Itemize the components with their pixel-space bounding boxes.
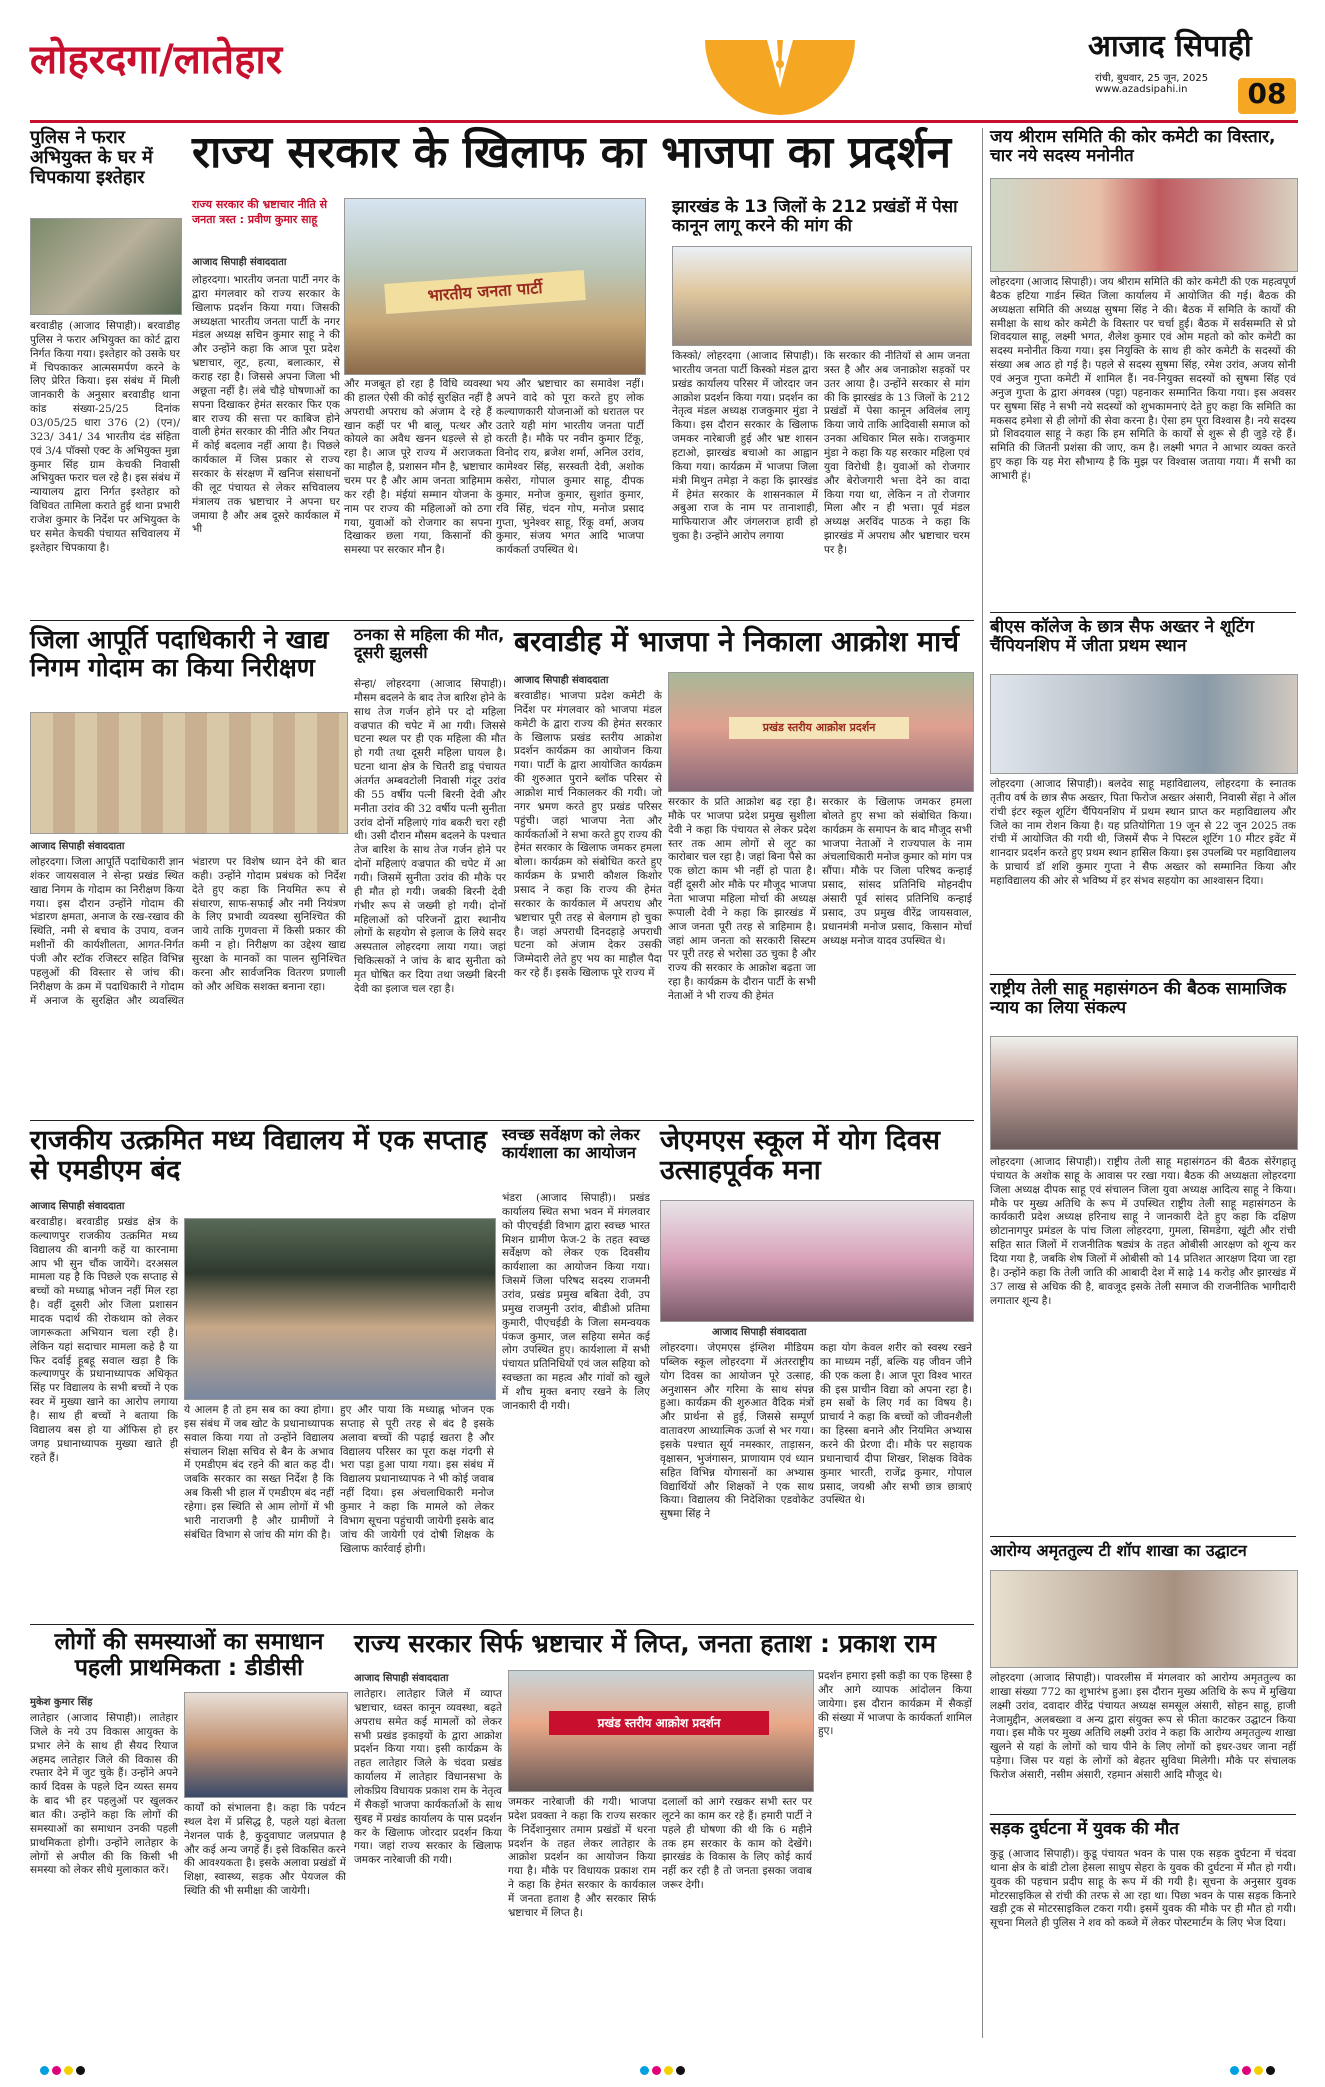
- story-corruption: [354, 1630, 974, 2040]
- jharkhand-photo: [672, 246, 972, 346]
- section-title: लोहरदगा/लातेहार: [30, 37, 283, 83]
- rule-top: [990, 974, 1296, 975]
- story-police: [30, 128, 182, 616]
- byline: आजाद सिपाही संवाददाता: [30, 841, 125, 852]
- story-body-col1: किस्को/ लोहरदगा (आजाद सिपाही)। भारतीय जनता पार्टी किस्को मंडल द्वारा प्रखंड कार्यालय परिसर में जोरदार जन आक्रोश प्रदर्शन किया गया। प्रदर्शन का नेतृत्व मंडल अध्यक्ष राजकुमार मुंडा ने किया। इस दौरान सरकार के खिलाफ जमकर नारेबाजी हुई और भ्रष्ट शासन हटाओ, झारखंड बचाओ का आह्वान किया गया। कार्यक्रम में भाजपा जिला मंत्री मिथुन तमेड़ा ने कहा कि झारखंड में हेमंत सरकार के शासनकाल में अबुआ राज के नाम पर तानाशाही, माफियाराज और जंगलराज हावी हो चुका है। उन्होंने आरोप लगाया: [672, 350, 818, 543]
- right-column-rule: [982, 128, 983, 2038]
- byline: आजाद सिपाही संवाददाता: [514, 675, 609, 686]
- headline: आरोग्य अमृततुल्य टी शॉप शाखा का उद्घाटन: [990, 1541, 1247, 1560]
- story-body: लोहरदगा (आजाद सिपाही)। जय श्रीराम समिति की कोर कमेटी की एक महत्वपूर्ण बैठक हटिया गार्डन स्थित जिला कार्यालय में आयोजित की गई। बैठक की अध्यक्षता समिति की अध्यक्ष सुषमा सिंह ने की। बैठक में समिति के कार्यों की समीक्षा के साथ कोर कमेटी के विस्तार पर चर्चा हुई। बैठक में सर्वसम्मति से प्रो शिवदयाल साहू, लक्ष्मी भगत, शैलेश कुमार एवं ओम महतो को कोर कमेटी का सदस्य मनोनीत किया गया। इस नियुक्ति के साथ ही कोर कमेटी के सदस्यों की संख्या अब आठ हो गई है। पहले से सदस्य सुषमा सिंह, रमेश उरांव, अजय सोनी एवं अनुज गुप्ता कमेटी में शामिल हैं। नव-नियुक्त सदस्यों को सुषमा सिंह एवं अनुज गुप्ता के द्वारा अंगवस्त्र (पट्टा) पहनाकर सम्मानित किया गया। इस अवसर पर सुषमा सिंह ने सभी नये सदस्यों को शुभकामनाएं देते हुए कहा कि समिति का मकसद हमेशा से ही लोगों की सेवा करना है। ऐसा हम पूरा विश्वास है। नये सदस्य प्रो शिवदयाल साहू ने कहा कि हम समिति के कार्यों से शुरू से ही जुड़े रहे हैं। समिति की जितनी प्रशंसा की जाए, कम है। लक्ष्मी भगत ने आभार व्यक्त करते हुए कहा कि यह मेरा सौभाग्य है कि मुझ पर विश्वास जताया गया। मैं सभी का आभारी हूं।: [990, 276, 1296, 483]
- story-accident: [990, 1814, 1298, 2040]
- story-jharkhand: [672, 198, 972, 616]
- pull-quote: राज्य सरकार की भ्रष्टाचार नीति से जनता त्रस्त : प्रवीण कुमार साहू: [192, 198, 328, 226]
- story-body-col2: जमकर नारेबाजी की गयी। भाजपा प्रदेश प्रवक्ता ने कहा कि राज्य सरकार के निर्देशानुसार तमाम प्रखंडों में धरना प्रदर्शन के तहत लेकर लातेहार के आक्रोश प्रदर्शन का आयोजन किया गया है। मौके पर विधायक प्रकाश राम ने कहा कि हेमंत सरकार के कार्यकाल में जनता हताश है और सरकार सिर्फ भ्रष्टाचार में लिप्त है।: [508, 1796, 656, 1919]
- row3-rule: [30, 1120, 974, 1121]
- story-lightning: [354, 626, 508, 1116]
- masthead: [0, 0, 1325, 118]
- teli-photo: [990, 1036, 1298, 1150]
- story-body: लोहरदगा (आजाद सिपाही)। राष्ट्रीय तेली साहू महासंगठन की बैठक सेरेंगहातू पंचायत के अशोक साहू के आवास पर रखा गया। बैठक की अध्यक्षता लोहरदगा जिला अध्यक्ष दीपक साहू एवं संचालन जिला युवा अध्यक्ष आदित्य साहू ने किया। मौके पर मुख्य अतिथि के रूप में उपस्थित राष्ट्रीय तेली साहू महासंगठन के कार्यकारी प्रदेश अध्यक्ष हरिनाथ साहू ने जानकारी देते हुए कहा कि दक्षिण छोटानागपुर प्रमंडल के पांच जिला लोहरदगा, गुमला, सिमडेगा, खूंटी और रांची सहित सात जिलों में राजनीतिक षड्यंत्र के तहत ओबीसी आरक्षण को शून्य कर दिया गया है, जबकि शेष जिलों में ओबीसी को 14 प्रतिशत आरक्षण दिया जा रहा है। उन्होंने कहा कि तेली जाति की आबादी देश में साढ़े 14 करोड़ और झारखंड में 37 लाख से अधिक की है, बावजूद इसके तेली समाज की राजनीतिक भागीदारी लगातार शून्य है।: [990, 1156, 1296, 1307]
- story-body-col1: बरवाडीह। भाजपा प्रदेश कमेटी के निर्देश पर मंगलवार को भाजपा मंडल कमेटी के द्वारा राज्य की हेमंत सरकार के खिलाफ प्रखंड स्तरीय आक्रोश प्रदर्शन कार्यक्रम का आयोजन किया गया। पार्टी के द्वारा आयोजित कार्यक्रम की शुरुआत पुराने ब्लॉक परिसर से आक्रोश मार्च निकालकर की गयी। जो नगर भ्रमण करते हुए प्रखंड परिसर पहुंची। जहां भाजपा नेता और कार्यकर्ताओं ने सभा करते हुए राज्य की हेमंत सरकार के खिलाफ जमकर हमला बोला। कार्यक्रम को संबोधित करते हुए कार्यक्रम के प्रभारी कौशल किशोर प्रसाद ने कहा कि राज्य की हेमंत सरकार के कार्यकाल में अपराध और भ्रष्टाचार पूरी तरह से बेलगाम हो चुका है। जहां अपराधी दिनदहाड़े अपराधी घटना को अंजाम देकर उसकी जिम्मेदारी लेते हुए भय का माहौल पैदा कर रहे हैं। इसके खिलाफ पूरे राज्य में: [514, 690, 662, 980]
- story-body: लोहरदगा। जिला आपूर्ति पदाधिकारी ज्ञान शंकर जायसवाल ने सेन्हा प्रखंड स्थित खाद्य निगम के गोदाम का निरीक्षण किया गया। इस दौरान उन्होंने गोदाम की भंडारण क्षमता, अनाज के रख-रखाव की स्थिति, नमी से बचाव के उपाय, वजन मशीनों की कार्यशीलता, आगत-निर्गत पंजी और स्टॉक रजिस्टर सहित विभिन्न पहलुओं की विस्तार से जांच की। निरीक्षण के क्रम में पदाधिकारी ने गोदाम में अनाज के सुरक्षित और व्यवस्थित भंडारण पर विशेष ध्यान देने की बात कही। उन्होंने गोदाम प्रबंधक को निर्देश देते हुए कहा कि नियमित रूप से संधारण, साफ-सफाई और नमी नियंत्रण के लिए प्रभावी व्यवस्था सुनिश्चित की जाये ताकि गुणवत्ता में किसी प्रकार की कमी न हो। निरीक्षण का उद्देश्य खाद्य सुरक्षा के मानकों का पालन सुनिश्चित करना और सार्वजनिक वितरण प्रणाली को और अधिक सशक्त बनाना रहा।: [30, 856, 346, 1007]
- headline: ठनका से महिला की मौत, दूसरी झुलसी: [354, 625, 505, 662]
- barwadih-photo: [668, 672, 974, 792]
- story-body: लोहरदगा (आजाद सिपाही)। बलदेव साहू महाविद्यालय, लोहरदगा के स्नातक तृतीय वर्ष के छात्र सैफ अख्तर, पिता फिरोज अख्तर अंसारी, निवासी सेंहा ने ऑल रांची इंटर स्कूल शूटिंग चैंपियनशिप में प्रथम स्थान प्राप्त कर महाविद्यालय और जिले का नाम रोशन किया है। यह प्रतियोगिता 19 जून से 22 जून 2025 तक रांची में आयोजित की गयी थी, जिसमें सैफ ने पिस्टल शूटिंग 10 मीटर इवेंट में शानदार प्रदर्शन करते हुए प्रथम स्थान हासिल किया। इस उपलब्धि पर महाविद्यालय के प्राचार्य डॉ शशि कुमार गुप्ता ने सैफ अख्तर को सम्मानित किया और महाविद्यालय की ओर से भविष्य में हर संभव सहयोग का आश्वासन दिया।: [990, 778, 1296, 888]
- headline: राष्ट्रीय तेली साहू महासंगठन की बैठक सामाजिक न्याय का लिया संकल्प: [990, 979, 1287, 1019]
- school-photo: [184, 1218, 496, 1400]
- headline: सड़क दुर्घटना में युवक की मौत: [990, 1819, 1179, 1839]
- story-body-col1: लातेहार। लातेहार जिले में व्याप्त भ्रष्टाचार, ध्वस्त कानून व्यवस्था, बढ़ते अपराध समेत कई मामलों को लेकर सभी प्रखंड इकाइयों के द्वारा आक्रोश प्रदर्शन किया गया। इसी कार्यक्रम के तहत लातेहार जिले के चंदवा प्रखंड कार्यालय में लातेहार विधानसभा के लोकप्रिय विधायक प्रकाश राम के नेतृत्व में सैकड़ों भाजपा कार्यकर्ताओं के साथ सुबह में प्रखंड कार्यालय के पास प्रदर्शन कर के खिलाफ जोरदार प्रदर्शन किया गया। जहां राज्य सरकार के खिलाफ जमकर नारेबाजी की गयी।: [354, 1688, 502, 1867]
- jms-photo: [660, 1200, 974, 1322]
- byline: आजाद सिपाही संवाददाता: [354, 1673, 449, 1684]
- story-school: [30, 1126, 496, 1620]
- byline: आजाद सिपाही संवाददाता: [30, 1201, 125, 1212]
- headline: बरवाडीह में भाजपा ने निकाला आक्रोश मार्च: [514, 625, 959, 658]
- story-body-col3: दलालों को आगे रखकर सभी स्तर पर लूटने का काम कर रहे हैं। हमारी पार्टी ने पहले ही घोषणा की थी कि 6 महीने तक हम सरकार के काम को देखेंगे। झारखंड के विकास के लिए कोई कार्य नहीं कर रही है तो जनता इसका जवाब जरूर देगी।: [662, 1796, 812, 1892]
- byline: आजाद सिपाही संवाददाता: [712, 1327, 807, 1338]
- story-jms: [660, 1126, 974, 1620]
- lead-photo: [344, 198, 646, 375]
- story-body: सेन्हा/ लोहरदगा (आजाद सिपाही)। मौसम बदलने के बाद तेज बारिश होने के साथ तेज गर्जन होने पर दो महिला वज्रपात की चपेट में आ गयी। जिससे घटना स्थल पर ही एक महिला की मौत हो गयी तथा दूसरी महिला घायल है। घटना थाना क्षेत्र के चितरी डाडू पंचायत अंतर्गत अम्बवटोली निवासी गंदूर उरांव की 55 वर्षीय पत्नी बिरनी देवी और मनीता उरांव की 32 वर्षीय पत्नी सुनीता उरांव दोनों महिलाएं गांव बकरी चरा रही थी। उसी दौरान मौसम बदलने के पश्चात तेज बारिश के साथ तेज गर्जन होने पर दोनों महिलाएं वज्रपात की चपेट में आ गयी। जिसमें सुनीता उरांव की मौके पर ही मौत हो गयी। जबकी बिरनी देवी गंभीर रूप से जख्मी हो गयी। दोनों महिलाओं को परिजनों द्वारा स्थानीय लोगों के सहयोग से इलाज के लिये सदर अस्पताल लोहरदगा लाया गया। जहां चिकित्सकों ने जांच के बाद सुनीता को मृत घोषित कर दिया तथा जख्मी बिरनी देवी का इलाज चल रहा है।: [354, 678, 506, 995]
- byline: मुकेश कुमार सिंह: [30, 1697, 93, 1708]
- story-swachh: [502, 1126, 652, 1620]
- photo-banner: प्रखंड स्तरीय आक्रोश प्रदर्शन: [549, 1711, 769, 1735]
- rule-top: [990, 1536, 1296, 1537]
- print-registration-left: [40, 2060, 88, 2079]
- headline: राज्य सरकार के खिलाफ का भाजपा का प्रदर्शन: [192, 127, 952, 178]
- story-ddc: [30, 1630, 348, 2040]
- supply-photo: [30, 712, 348, 834]
- site-url: www.azadsipahi.in: [1095, 84, 1188, 95]
- story-body-col1: लातेहार (आजाद सिपाही)। लातेहार जिले के नये उप विकास आयुक्त के प्रभार लेने के साथ ही सैयद रियाज अहमद लातेहार जिले की विकास की रफ्तार देने में जुट चुके हैं। उन्होंने अपने कार्य दिवस के पहले दिन व्यस्त समय के बाद भी हर पहलुओं पर खुलकर बात की। उन्होंने कहा कि लोगों की समस्याओं का समाधान उनकी पहली प्राथमिकता होगी। उन्होंने लातेहार के लोगों से अपील की कि किसी भी समस्या को लेकर सीधे मुलाकात करें।: [30, 1712, 178, 1877]
- headline: स्वच्छ सर्वेक्षण को लेकर कार्यशाला का आयोजन: [502, 1125, 640, 1162]
- masthead-rule: [30, 120, 1298, 123]
- headline: बीएस कॉलेज के छात्र सैफ अख्तर ने शूटिंग चैंपियनशिप में जीता प्रथम स्थान: [990, 617, 1255, 657]
- story-srirama: [990, 128, 1298, 608]
- bs-college-photo: [990, 674, 1298, 774]
- headline: राज्य सरकार सिर्फ भ्रष्टाचार में लिप्त, जनता हताश : प्रकाश राम: [354, 1629, 936, 1658]
- page-number: 08: [1238, 78, 1296, 114]
- headline: झारखंड के 13 जिलों के 212 प्रखंडों में पेसा कानून लागू करने की मांग की: [672, 197, 958, 237]
- headline: जिला आपूर्ति पदाधिकारी ने खाद्य निगम गोदाम का किया निरीक्षण: [30, 625, 329, 682]
- story-body-col2: कि सरकार की नीतियों से आम जनता त्रस्त है और अब जनाक्रोश सड़कों पर उतर आया है। उन्होंने सरकार से मांग की कि झारखंड के 13 जिलों के 212 प्रखंडों में पेसा कानून अविलंब लागू किया जाये ताकि आदिवासी समाज को उनका अधिकार मिल सके। राजकुमार मुंडा ने कहा कि यह सरकार महिला एवं युवा विरोधी है। युवाओं को रोजगार और बेरोजगारी भत्ता देने का वादा किया गया था, लेकिन न तो रोजगार मिला और न ही भत्ता। पूर्व मंडल अध्यक्ष अरविंद पाठक ने कहा कि झारखंड में अपराध और भ्रष्टाचार चरम पर है।: [824, 350, 970, 557]
- row4-rule: [30, 1624, 974, 1625]
- story-body-col1: लोहरदगा। जेएमएस इंग्लिश मीडियम पब्लिक स्कूल लोहरदगा में अंतरराष्ट्रीय योग दिवस का आयोजन पूरे उत्साह, अनुशासन और गरिमा के साथ संपन्न हुआ। कार्यक्रम की शुरुआत वैदिक मंत्रों और प्रार्थना से हुई, जिससे सम्पूर्ण वातावरण आध्यात्मिक ऊर्जा से भर गया। इसके पश्चात सूर्य नमस्कार, ताड़ासन, वृक्षासन, भुजंगासन, प्राणायाम एवं ध्यान सहित विभिन्न योगासनों का अभ्यास विद्यार्थियों और शिक्षकों ने एक साथ किया। विद्यालय की निदेशिका एडवोकेट सुषमा सिंह ने: [660, 1342, 814, 1521]
- byline: आजाद सिपाही संवाददाता: [192, 257, 287, 268]
- story-body: बरवाडीह (आजाद सिपाही)। बरवाडीह पुलिस ने फरार अभियुक्त का कोर्ट द्वारा निर्गत किया गया। इश्तेहार को उसके घर में चिपकाकर आत्मसमर्पण करने के लिए प्रेरित किया। इस संबंध में मिली जानकारी के अनुसार बरवाडीह थाना कांड संख्या-25/25 दिनांक 03/05/25 धारा 376 (2) (एन)/ 323/ 341/ 34 भारतीय दंड संहिता एवं 3/4 पॉक्सो एक्ट के अभियुक्त मुन्ना कुमार सिंह ग्राम केचकी निवासी अभियुक्त फरार चल रहे है। इस संबंध में न्यायालय द्वारा निर्गत इश्तेहार को विधिवत तामिला कराते हुई थाना प्रभारी राजेश कुमार के निर्देश पर अभियुक्त के घर समेत केचकी पंचायत सचिवालय में इश्तेहार चिपकाया है।: [30, 320, 180, 554]
- corruption-photo: [508, 1670, 814, 1792]
- row2-rule: [30, 620, 974, 621]
- story-body: लोहरदगा (आजाद सिपाही)। पावरलीस में मंगलवार को आरोग्य अमृततुल्य का शाखा संख्या 772 का शुभारंभ हुआ। इस दौरान मुख्य अतिथि के रूप में मुखिया लक्ष्मी उरांव, दवादार वीरेंद्र पंचायत अध्यक्ष समसूल अंसारी, सोहन साहू, हाजी नेजामुद्दीन, अलबख्शा व अन्य द्वारा संयुक्त रूप से फीता काटकर उद्घाटन किया गया। इस मौके पर मुख्य अतिथि लक्ष्मी उरांव ने कहा कि आरोग्य अमृततुल्य शाखा खुलने से यहां के लोगों को चाय पीने के लिए लोगों को इधर-उधर जाना नहीं पड़ेगा। जिस पर यहां के लोगों को बेहतर सुविधा मिलेगी। मौके पर संचालक फिरोज अंसारी, नसीम अंसारी, रहमान अंसारी आदि मौजूद थे।: [990, 1672, 1296, 1782]
- rule-top: [990, 612, 1296, 613]
- headline: जय श्रीराम समिति की कोर कमेटी का विस्तार, चार नये सदस्य मनोनीत: [990, 127, 1276, 167]
- story-body-col3: सरकार के खिलाफ जमकर हमला बोलते हुए सभा को संबोधित किया। कार्यक्रम के समापन के बाद मौजूद सभी भाजपा नेताओं ने राज्यपाल के नाम अंचलाधिकारी मनोज कुमार को मांग पत्र सौंपा। मौके पर जिला परिषद कन्हाई प्रसाद, सांसद प्रतिनिधि मोहनदीप अंसारी पूर्व सांसद प्रतिनिधि कन्हाई प्रसाद, उप प्रमुख वीरेंद्र जायसवाल, प्रधानमंत्री मनोज प्रसाद, किसान मोर्चा अध्यक्ष मनोज यादव उपस्थित थे।: [822, 796, 972, 947]
- story-body-col1: बरवाडीह। बरवाडीह प्रखंड क्षेत्र के कल्याणपुर राजकीय उत्क्रमित मध्य विद्यालय की बानगी कहें या कारनामा आप भी सुन चौंक जायेंगे। दरअसल मामला यह है कि पिछले एक सप्ताह से बच्चों को मध्याह्न भोजन नहीं मिल रहा है। वहीं दूसरी ओर जिला प्रशासन मादक पदार्थ की रोकथाम को लेकर जागरूकता अभियान चला रही है। लेकिन यहां सदाचार मामला कहे है या फिर दर्वाई हूबहू सवाल खड़ा है कि कल्याणपुर के प्रधानाध्यापक अधिकृत सिंह पर विद्यालय के सभी बच्चों ने एक स्वर में मुख्या खाने का आरोप लगाया है। साथ ही बच्चों ने बताया कि विद्यालय बस हो या ऑफिस हो हर जगह प्रधानाध्यापक मुख्या खाते ही रहते हैं।: [30, 1216, 178, 1464]
- paper-name: आजाद सिपाही: [1088, 29, 1252, 64]
- print-registration-center: [640, 2060, 688, 2079]
- story-body-col3: भय और भ्रष्टाचार का समावेश नहीं। अपने वादे को पूरा करते हुए लोक कल्याणकारी योजनाओं को धरातल पर उतारे यही मांग भारतीय जनता पार्टी करती है। मौके पर नवीन कुमार टिंकू, विनोद राय, ब्रजेश शर्मा, अनिल उरांव, कामेश्वर सिंह, सरस्वती देवी, अशोक कसेरा, गोपाल कुमार साहू, दीपक कुमार, मनोज कुमार, सुशांत कुमार, रवि सिंह, चंदन गोप, मनोज प्रसाद गुप्ता, भुनेश्वर साहू, रिंकू वर्मा, अजय कुमार, संजय भगत आदि भाजपा कार्यकर्ता उपस्थित थे।: [496, 378, 644, 557]
- story-body-col3: हुए और पाया कि मध्याह्न भोजन एक सप्ताह से पूरी तरह से बंद है इसके अलावा बच्चों की पढ़ाई खतरा है और विद्यालय परिसर का पूरा कक्ष गंदगी से भरा पड़ा हुआ पाया गया। इस संबंध में विद्यालय प्रधानाध्यापक ने भी कोई जवाब नहीं दिया। इस अंचलाधिकारी मनोज कुमार ने कहा कि मामले को लेकर विभाग सूचना पहुंचायी जायेगी इसके बाद जांच की जायेगी एवं दोषी शिक्षक के खिलाफ कार्रवाई होगी।: [340, 1404, 494, 1555]
- arogya-photo: [990, 1570, 1298, 1668]
- photo-banner: प्रखंड स्तरीय आक्रोश प्रदर्शन: [729, 717, 909, 739]
- headline: लोगों की समस्याओं का समाधान पहली प्राथमिकता : डीडीसी: [54, 1629, 324, 1681]
- photo-banner: भारतीय जनता पार्टी: [384, 270, 586, 314]
- story-barwadih: [514, 626, 974, 1116]
- headline: जेएमएस स्कूल में योग दिवस उत्साहपूर्वक मना: [660, 1125, 941, 1187]
- story-teli: [990, 974, 1298, 1534]
- story-body: कुडू (आजाद सिपाही)। कुडू पंचायत भवन के पास एक सड़क दुर्घटना में चंदवा थाना क्षेत्र के बांडी टोला हेसला साधुप सेहरा के युवक की दुर्घटना में मौत हो गयी। युवक की पहचान प्रदीप साहू के रूप में की गयी है। सूचना के अनुसार युवक मोटरसाइकिल से रांची की तरफ से आ रहा था। पिछा भवन के पास सड़क किनारे खड़ी ट्रक से मोटरसाइकिल टकरा गयी। इसमें युवक की मौके पर ही मौत हो गयी। सूचना मिलते ही पुलिस ने शव को कब्जे में लेकर पोस्टमार्टम के लिए भेज दिया।: [990, 1848, 1296, 1930]
- pen-nib-logo: [705, 40, 855, 120]
- police-photo: [30, 218, 182, 315]
- story-bs-college: [990, 612, 1298, 972]
- story-body: भंडरा (आजाद सिपाही)। प्रखंड कार्यालय स्थित सभा भवन में मंगलवार को पीएचईडी विभाग द्वारा स्वच्छ भारत मिशन ग्रामीण फेज-2 के तहत स्वच्छ सर्वेक्षण को लेकर एक दिवसीय कार्यशाला का आयोजन किया गया। जिसमें जिला परिषद सदस्य राजमनी उरांव, प्रखंड प्रमुख बबिता देवी, उप प्रमुख राजमुनी उरांव, बीडीओ प्रतिमा कुमारी, पीएचईडी के जिला समन्वयक पंकज कुमार, जल सहिया समेत कई लोग उपस्थित हुए। कार्यशाला में सभी पंचायत प्रतिनिधियों एवं जल सहिया को स्वच्छता का महत्व और गांवों को खुले में शौच मुक्त बनाए रखने के लिए जानकारी दी गयी।: [502, 1192, 650, 1412]
- dateline: रांची, बुधवार, 25 जून, 2025: [1095, 73, 1209, 84]
- srirama-photo: [990, 178, 1298, 272]
- story-body-col2: सरकार के प्रति आक्रोश बढ़ रहा है। मौके पर भाजपा प्रदेश प्रमुख सुशीला देवी ने कहा कि पंचायत से लेकर प्रदेश स्तर तक आम लोगों से लूट का कारोबार चल रहा है। जहां बिना पैसे का एक छोटा काम भी नहीं हो पाता है। वहीं दूसरी ओर मौके पर मौजूद भाजपा नेता भाजपा महिला मोर्चा की अध्यक्ष रूपाली देवी ने कहा कि झारखंड में आज जनता पूरी तरह से त्राहिमाम है। जहां आम जनता को सरकारी सिस्टम पर पूरी तरह से भरोसा उठ चुका है और राज्य की सरकार के आक्रोश बढ़ता जा रहा है। कार्यक्रम के दौरान पार्टी के सभी नेताओं ने भी राज्य की हेमंत: [668, 796, 816, 1003]
- story-body-col4: प्रदर्शन हमारा इसी कड़ी का एक हिस्सा है और आगे व्यापक आंदोलन किया जायेगा। इस दौरान कार्यक्रम में सैकड़ों की संख्या में भाजपा के कार्यकर्ता शामिल हुए।: [818, 1670, 972, 1738]
- ddc-photo: [184, 1692, 348, 1798]
- story-body-col2: कहा योग केवल शरीर को स्वस्थ रखने का माध्यम नहीं, बल्कि यह जीवन जीने की एक कला है। आज पूरा विश्व भारत की इस प्राचीन विद्या को अपना रहा है। हम सबों के लिए गर्व का विषय है। प्राचार्य ने कहा कि बच्चों को जीवनशैली का हिस्सा बनाने और नियमित अभ्यास करने की प्रेरणा दी। मौके पर सहायक प्रधानाचार्य दीपा शिखर, शिक्षक विवेक कुमार भारती, राजेंद्र कुमार, गोपाल प्रसाद, जयश्री और सभी छात्र छात्राएं उपस्थित थे।: [820, 1342, 972, 1507]
- print-registration-right: [1230, 2060, 1278, 2079]
- story-body-col2: ये आलम है तो हम सब का क्या होगा। इस संबंध में जब खोट के प्रधानाध्यापक सवाल किया गया तो उन्होंने विद्यालय संचालन शिक्षा सचिव से बैन के अभाव में एमडीएम बंद रहने की बात कह दी। जबकि सरकार का सख्त निर्देश है कि अब किसी भी हाल में एमडीएम बंद नहीं रहेगा। इस स्थिति से आम लोगों में भी भारी नाराजगी है और ग्रामीणों ने संबंधित विभाग से जांच की मांग की है।: [184, 1404, 334, 1541]
- story-body-col2: और मजबूत हो रहा है विधि व्यवस्था की हालत ऐसी की कोई सुरक्षित नहीं है अपराधी अपराध को अंजाम दे रहे हैं खान कहीं पर भी बालू, पत्थर और कोयले का अवैध खनन धड़ल्ले से हो रहा है। आज पूरे राज्य में अराजकता का माहौल है, प्रशासन मौन है, भ्रष्टाचार चरम पर है और आम जनता त्राहिमाम कर रही है। मंईयां सम्मान योजना के नाम पर राज्य की महिलाओं को ठगा गया, युवाओं को रोजगार का सपना दिखाकर छला गया, किसानों की समस्या पर सरकार मौन है।: [344, 378, 492, 557]
- story-supply: [30, 626, 348, 1116]
- rule-top: [990, 1814, 1296, 1815]
- headline: राजकीय उत्क्रमित मध्य विद्यालय में एक सप्ताह से एमडीएम बंद: [30, 1125, 487, 1187]
- headline: पुलिस ने फरार अभियुक्त के घर में चिपकाया इश्तेहार: [30, 127, 153, 189]
- story-body-col2: कार्यों को संभालना है। कहा कि पर्यटन स्थल देश में प्रसिद्ध है, पहले यहां बेतला नेशनल पार्क है, कुदुवाघाट जलप्रपात है और कई अन्य जगहें हैं। इसे विकसित करने की आवश्यकता है। इसके अलावा प्रखंडों में शिक्षा, स्वास्थ्य, सड़क और पेयजल की स्थिति की भी समीक्षा की जायेगी।: [184, 1802, 346, 1898]
- story-arogya: [990, 1536, 1298, 1812]
- story-body-col1: लोहरदगा। भारतीय जनता पार्टी नगर के द्वारा मंगलवार को राज्य सरकार के खिलाफ प्रदर्शन किया गया। जिसकी अध्यक्षता भारतीय जनता पार्टी के नगर मंडल अध्यक्ष सचिन कुमार साहू ने की और उन्होंने कहा कि आज पूरा प्रदेश भ्रष्टाचार, लूट, हत्या, बलात्कार, से कराह रहा है। जिससे अपना जिला भी अछूता नहीं है। लंबे चौड़े घोषणाओं का सपना दिखाकर हेमंत सरकार फिर एक बार राज्य की सत्ता पर काबिज होने वाली हेमंत सरकार की नीति और नियत में कोई बदलाव नहीं आया है। पिछले कार्यकाल में जिस प्रकार से राज्य सरकार के संरक्षण में खनिज संसाधनों की लूट पंचायत से लेकर सचिवालय मंत्रालय तक भ्रष्टाचार ने अपना घर जमाया है और अब दूसरे कार्यकाल में भी: [192, 274, 340, 536]
